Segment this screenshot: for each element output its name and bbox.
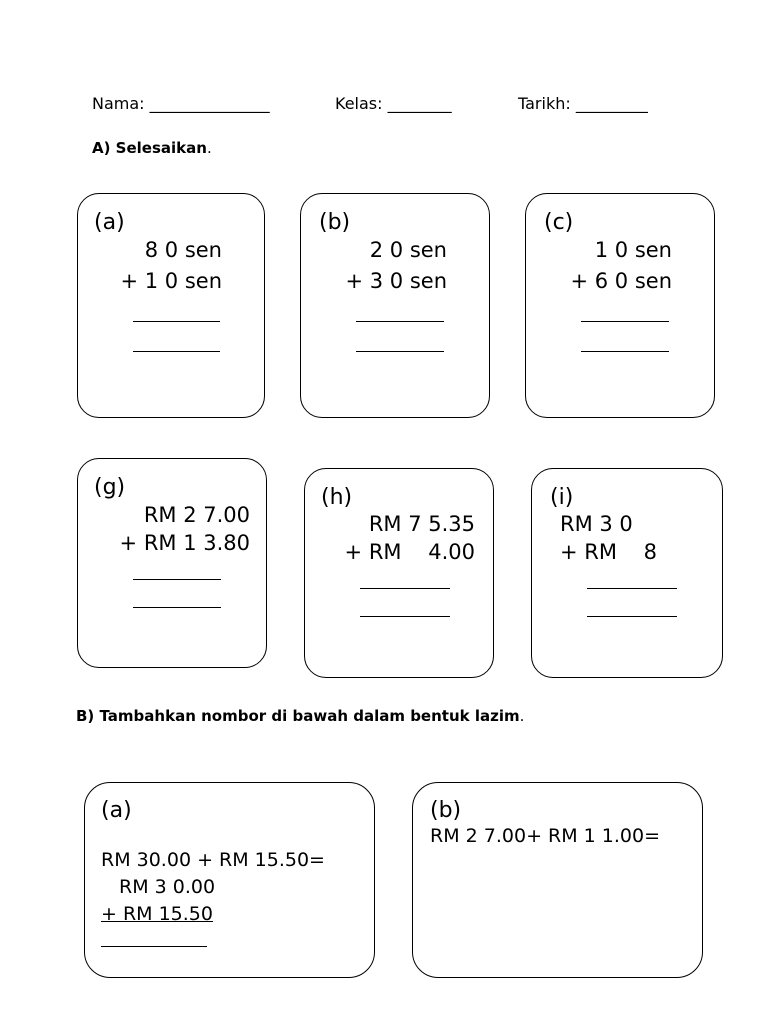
problem-label: (c) [544, 210, 574, 235]
section-b-box-b [412, 782, 703, 978]
problem-label: (a) [94, 210, 125, 235]
section-a-title-text: A) Selesaikan [92, 139, 207, 157]
section-b-title-dot: . [519, 707, 525, 725]
problem-label: (g) [94, 475, 126, 500]
problem-box-g [77, 458, 267, 668]
equation-text: RM 30.00 + RM 15.50= [101, 849, 325, 871]
problem-addend-2: + RM 4.00 [344, 540, 475, 564]
problem-addend-1: RM 2 7.00 [143, 503, 250, 527]
problem-addend-2: + 3 0 sen [345, 269, 447, 293]
section-b-box-a [84, 782, 375, 978]
answer-line [360, 616, 450, 617]
problem-box-h [304, 468, 494, 678]
problem-box-c [525, 193, 715, 418]
answer-line [133, 351, 220, 352]
problem-addend-2: + RM 1 3.80 [119, 531, 250, 555]
answer-line [587, 616, 677, 617]
section-b-title-text: B) Tambahkan nombor di bawah dalam bentuk lazim [76, 707, 520, 725]
name-field-label: Nama: _______________ [92, 94, 270, 113]
answer-line [581, 321, 669, 322]
problem-addend-1: RM 3 0 [560, 512, 633, 536]
problem-addend-1: RM 7 5.35 [368, 512, 475, 536]
section-a-title-dot: . [206, 139, 212, 157]
problem-addend-1: 1 0 sen [594, 238, 672, 262]
equation-text: RM 2 7.00+ RM 1 1.00= [430, 825, 661, 847]
problem-addend-2: + 6 0 sen [570, 269, 672, 293]
date-field-label: Tarikh: _________ [518, 94, 648, 113]
problem-label: (h) [321, 485, 353, 510]
problem-addend-2: + 1 0 sen [120, 269, 222, 293]
problem-label: (i) [550, 485, 574, 510]
problem-addend-2: + RM 8 [560, 540, 658, 564]
answer-line [356, 351, 444, 352]
problem-box-b [300, 193, 490, 418]
answer-line [360, 588, 450, 589]
answer-line [587, 588, 677, 589]
answer-line [133, 607, 221, 608]
answer-line [581, 351, 669, 352]
problem-box-i [531, 468, 723, 678]
section-b-title [76, 707, 524, 725]
problem-label: (b) [430, 798, 462, 823]
answer-line [133, 579, 221, 580]
vertical-addend-2: + RM 15.50 [101, 903, 213, 925]
vertical-addend-1: RM 3 0.00 [119, 876, 216, 898]
section-a-title [92, 139, 212, 157]
problem-label: (a) [101, 798, 132, 823]
answer-line [356, 321, 444, 322]
problem-addend-1: 2 0 sen [369, 238, 447, 262]
answer-line [133, 321, 220, 322]
problem-box-a [77, 193, 265, 418]
problem-label: (b) [319, 210, 351, 235]
problem-addend-1: 8 0 sen [144, 238, 222, 262]
class-field-label: Kelas: ________ [335, 94, 452, 113]
answer-line [101, 946, 207, 947]
